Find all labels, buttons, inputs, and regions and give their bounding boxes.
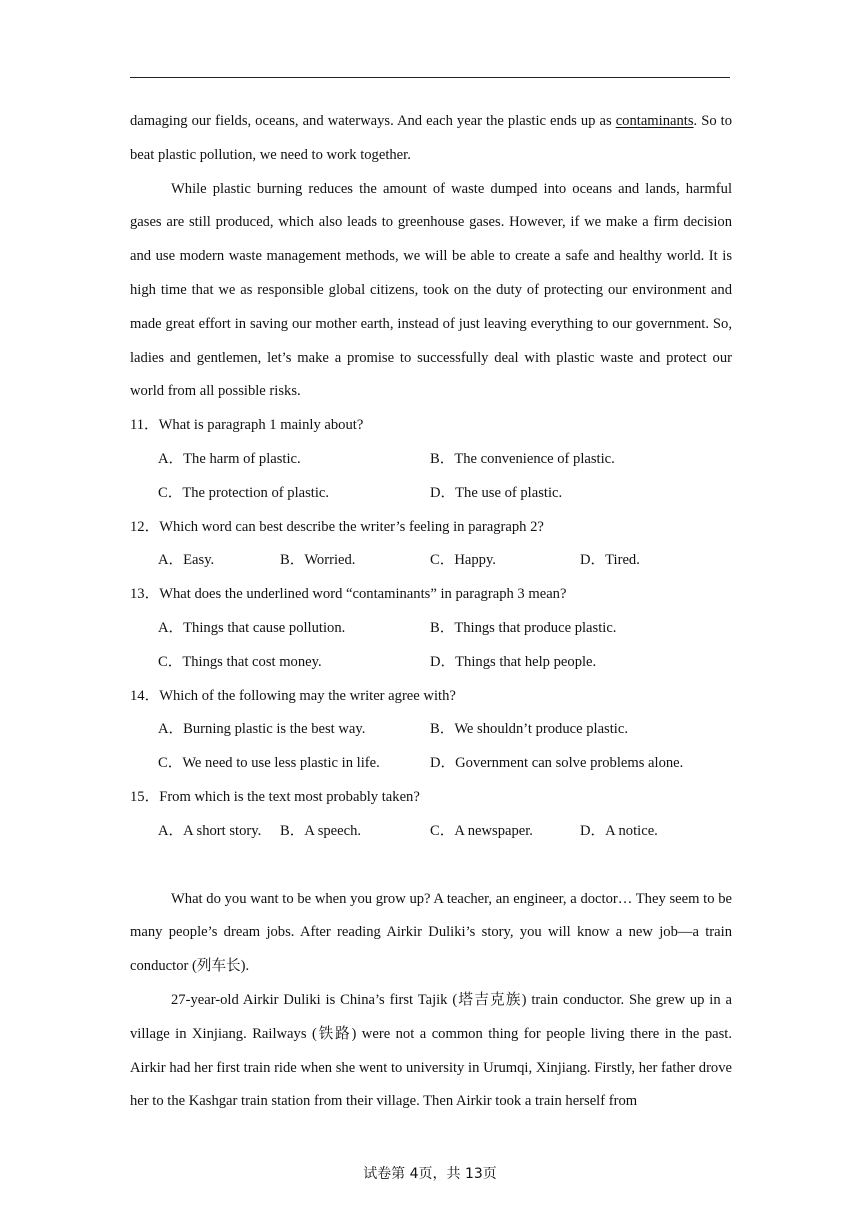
option: D．A notice. bbox=[580, 822, 658, 839]
option: B．Worried. bbox=[280, 552, 356, 569]
header-rule bbox=[130, 77, 730, 78]
passage-paragraph: damaging our fields, oceans, and waterways. And each year the plastic ends up as contaminants. So to beat plastic pollution, we need to work together. bbox=[130, 113, 733, 163]
option: A．Burning plastic is the best way. bbox=[158, 721, 366, 738]
underlined-word: contaminants bbox=[615, 113, 694, 129]
option: B．A speech. bbox=[280, 822, 362, 839]
passage-paragraph: What do you want to be when you grow up? A teacher, an engineer, a doctor… They seem to be many people’s dream jobs. After reading Airkir Duliki’s story, you will know a new job—a train conductor (列车长). bbox=[130, 890, 732, 975]
option: A．Things that cause pollution. bbox=[158, 619, 346, 636]
option: C．Things that cost money. bbox=[158, 653, 322, 670]
option: C．Happy. bbox=[430, 552, 496, 569]
option: C．The protection of plastic. bbox=[158, 484, 330, 501]
question-12: 12．Which word can best describe the writer’s feeling in paragraph 2? bbox=[130, 518, 544, 535]
option: A．The harm of plastic. bbox=[158, 450, 301, 467]
question-14: 14．Which of the following may the writer agree with? bbox=[130, 687, 456, 704]
options-row bbox=[130, 477, 732, 511]
options-row bbox=[130, 713, 732, 747]
page-footer: 试卷第 4页，共 13页 bbox=[363, 1166, 497, 1182]
option: D．Government can solve problems alone. bbox=[430, 755, 684, 772]
section-gap bbox=[130, 849, 732, 883]
question-13: 13．What does the underlined word “contaminants” in paragraph 3 mean? bbox=[130, 586, 567, 603]
page-content bbox=[130, 105, 732, 1119]
passage-paragraph: 27-year-old Airkir Duliki is China’s first Tajik (塔吉克族) train conductor. She grew up in a village in Xinjiang. Railways (铁路) were not a common thing for people living there in the past. Airkir had her first train ride when she went to university in Urumqi, Xinjiang. Firstly, her father drove her to the Kashgar train station from their village. Then Airkir took a train herself from bbox=[130, 991, 732, 1110]
option: B．Things that produce plastic. bbox=[430, 619, 617, 636]
option: D．Tired. bbox=[580, 552, 640, 569]
option: D．The use of plastic. bbox=[430, 484, 563, 501]
options-row bbox=[130, 544, 732, 578]
options-row bbox=[130, 612, 732, 646]
question-11: 11．What is paragraph 1 mainly about? bbox=[130, 417, 364, 434]
option: D．Things that help people. bbox=[430, 653, 597, 670]
option: C．We need to use less plastic in life. bbox=[158, 755, 380, 772]
option: C．A newspaper. bbox=[430, 822, 533, 839]
question-15: 15．From which is the text most probably taken? bbox=[130, 788, 420, 805]
option: A．Easy. bbox=[158, 552, 215, 569]
option: B．The convenience of plastic. bbox=[430, 450, 615, 467]
options-row bbox=[130, 443, 732, 477]
options-row bbox=[130, 815, 732, 849]
options-row bbox=[130, 747, 732, 781]
option: A．A short story. bbox=[158, 822, 262, 839]
passage-paragraph: While plastic burning reduces the amount of waste dumped into oceans and lands, harmful gases are still produced, which also leads to greenhouse gases. However, if we make a firm decision and use modern waste management methods, we will be able to create a safe and healthy world. It is high time that we as responsible global citizens, took on the duty of protecting our environment and made great effort in saving our mother earth, instead of just leaving everything to our government. So, ladies and gentlemen, let’s make a promise to successfully deal with plastic waste and protect our world from all possible risks. bbox=[130, 180, 732, 400]
option: B．We shouldn’t produce plastic. bbox=[430, 721, 628, 738]
options-row bbox=[130, 646, 732, 680]
